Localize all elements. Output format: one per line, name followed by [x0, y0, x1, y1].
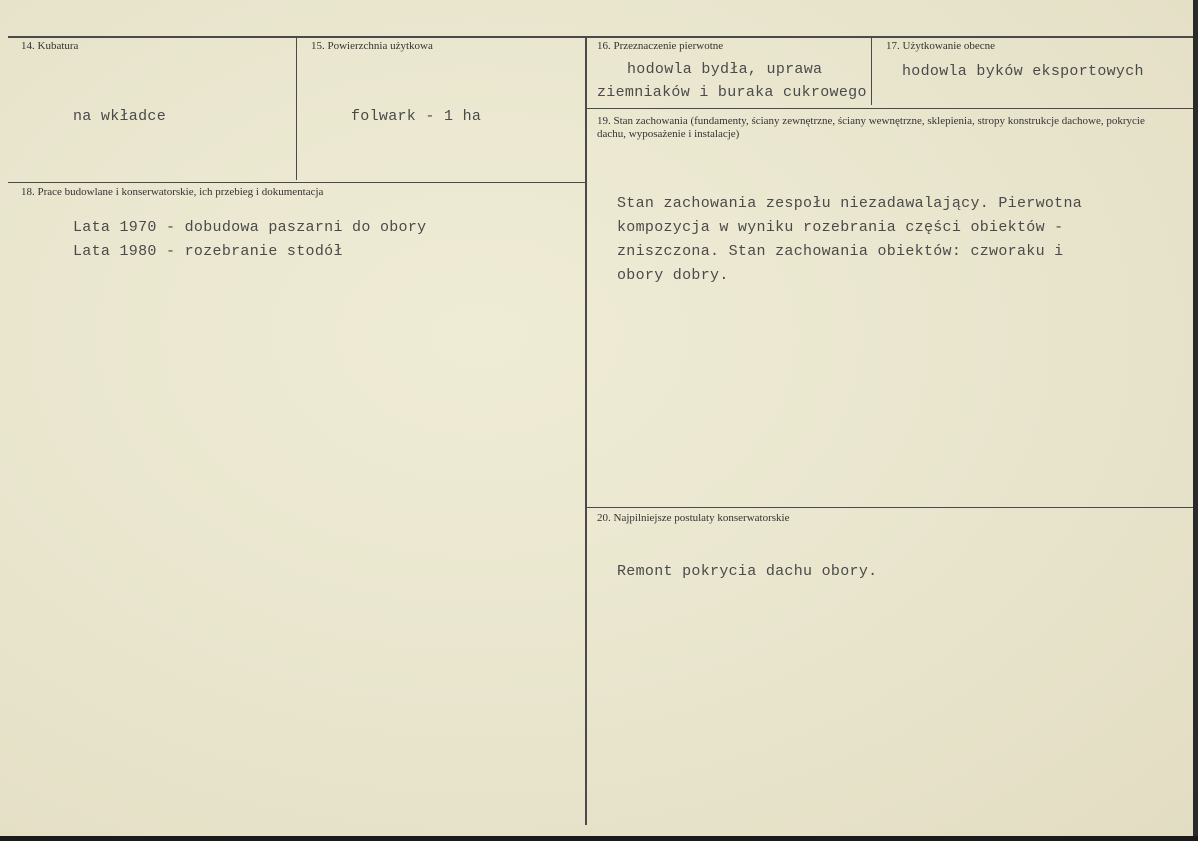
field-16-value-line-1: hodowla bydła, uprawa [627, 61, 823, 78]
center-divider [585, 37, 587, 825]
field-14-label: 14. Kubatura [21, 40, 79, 52]
divider-16-19 [586, 108, 1193, 109]
field-19-value-line-2: kompozycja w wyniku rozebrania części obiektów - [617, 219, 1064, 236]
field-16-value-line-2: ziemniaków i buraka cukrowego [597, 84, 867, 101]
field-18-value [73, 216, 426, 264]
divider-14-15 [296, 37, 297, 180]
field-19-value-line-1: Stan zachowania zespołu niezadawalający. Pierwotna [617, 195, 1083, 212]
field-19-value-line-3: zniszczona. Stan zachowania obiektów: czworaku i [617, 243, 1064, 260]
field-14-value: na wkładce [73, 108, 167, 125]
field-17-label: 17. Użytkowanie obecne [886, 40, 996, 52]
field-19-label: 19. Stan zachowania (fundamenty, ściany zewnętrzne, ściany wewnętrzne, sklepienia, stropy konstrukcje dachowe, pokrycie dachu, wyposażenie i instalacje) [597, 115, 1145, 140]
field-18-value-line-1: Lata 1970 - dobudowa paszarni do obory [73, 219, 427, 236]
field-20-value: Remont pokrycia dachu obory. [617, 563, 878, 580]
field-18-value-line-2: Lata 1980 - rozebranie stodół [73, 243, 343, 260]
divider-16-17 [871, 37, 872, 105]
field-15-label: 15. Powierzchnia użytkowa [311, 40, 433, 52]
divider-14-18 [8, 182, 585, 183]
field-19-value-line-4: obory dobry. [617, 267, 729, 284]
scan-bottom-edge [0, 836, 1198, 841]
field-18-label: 18. Prace budowlane i konserwatorskie, ich przebieg i dokumentacja [21, 186, 324, 198]
field-17-value: hodowla byków eksportowych [902, 63, 1144, 80]
field-20-label: 20. Najpilniejsze postulaty konserwatorskie [597, 512, 790, 524]
top-border [8, 36, 1193, 38]
field-15-value: folwark - 1 ha [351, 108, 482, 125]
field-19-value [617, 192, 1082, 288]
scan-right-edge [1193, 0, 1198, 841]
field-16-label: 16. Przeznaczenie pierwotne [597, 40, 724, 52]
divider-19-20 [586, 507, 1193, 508]
